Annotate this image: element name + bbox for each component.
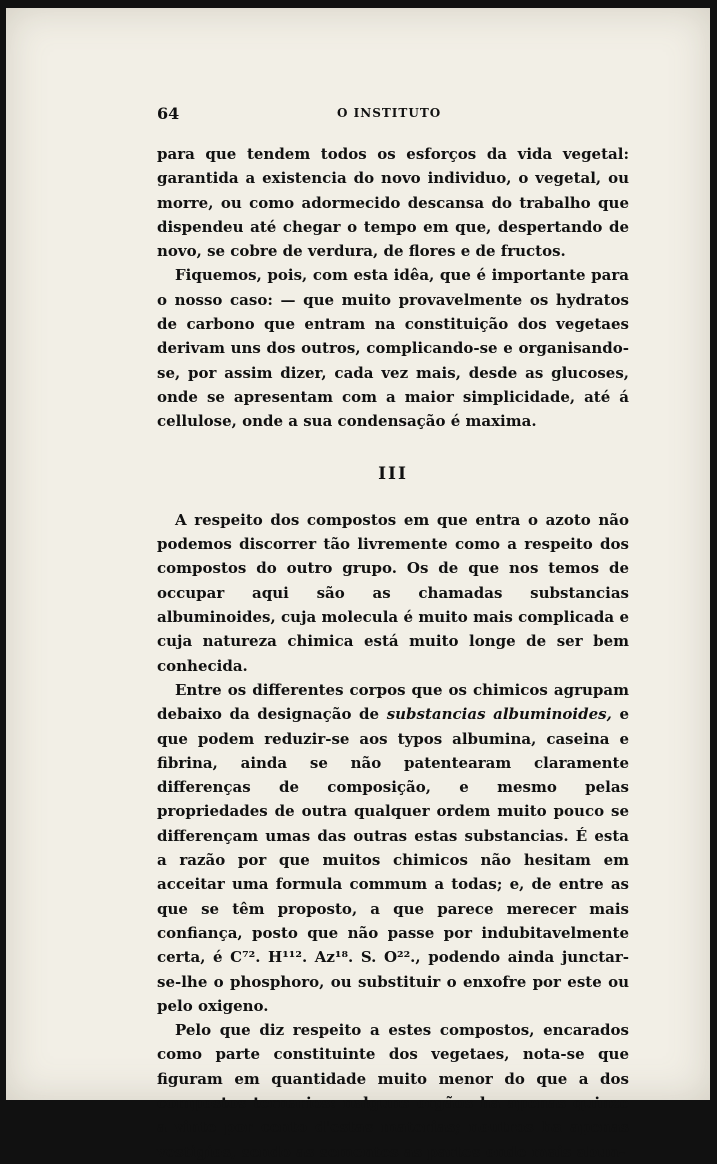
paragraph-4-text-b: e que podem reduzir-se aos typos albumina, caseina e fibrina, ainda se não patentearam claramente differenças de composição, e mesmo pelas propriedades de outra qualquer ordem muito pouco se differençam umas das outras estas substancias. É esta a razão por que muitos chimicos não hesitam em acceitar uma formula commum a todas; e, de entre as que se têm proposto, a que parece merecer mais confiança, posto que não passe por indubitavelmente certa, é C⁷². H¹¹². Az¹⁸. S. O²²., podendo ainda junctar-se-lhe o phosphoro, ou substituir o enxofre por este ou pelo oxigeno. [157, 705, 629, 1015]
page-number: 64 [157, 104, 180, 123]
paragraph-5: Pelo que diz respeito a estes compostos, encarados como parte constituinte dos vegetaes, nota-se que figuram em quantidade muito menor do que a dos compostos ternarios: nalguns orgãos ha apenas quinze a vinte por cento d'estas materias; noutros ha apenas vestigios, sendo as sementes as partes onde mais abun- [157, 1021, 629, 1161]
page-body [157, 142, 629, 1164]
running-title: O INSTITUTO [337, 106, 442, 120]
paragraph-4 [157, 678, 629, 1018]
paragraph-2: Fiquemos, pois, com esta idêa, que é importante para o nosso caso: — que muito provavelmente os hydratos de carbono que entram na constituição dos vegetaes derivam uns dos outros, complicando-se e organisando-se, por assim dizer, cada vez mais, desde as glucoses, onde se apresentam com a maior simplicidade, até á cellulose, onde a sua condensação é maxima. [157, 266, 629, 431]
section-heading: III [378, 463, 408, 484]
paragraph-3: A respeito dos compostos em que entra o azoto não podemos discorrer tão livremente como a respeito dos compostos do outro grupo. Os de que nos temos de occupar aqui são as chamadas substancias albuminoides, cuja molecula é muito mais complicada e cuja natureza chimica está muito longe de ser bem conhecida. [157, 510, 629, 675]
paragraph-4-italic-term: substancias albuminoides, [386, 705, 612, 724]
paragraph-4-text-a: Entre os differentes corpos que os chimicos agrupam debaixo da designação de [157, 680, 629, 724]
paragraph-1: para que tendem todos os esforços da vida vegetal: garantida a existencia do novo individuo, o vegetal, ou morre, ou como adormecido descansa do trabalho que dispendeu até chegar o tempo em que, despertando de novo, se cobre de verdura, de flores e de fructos. [157, 145, 629, 261]
page-header [157, 104, 629, 126]
